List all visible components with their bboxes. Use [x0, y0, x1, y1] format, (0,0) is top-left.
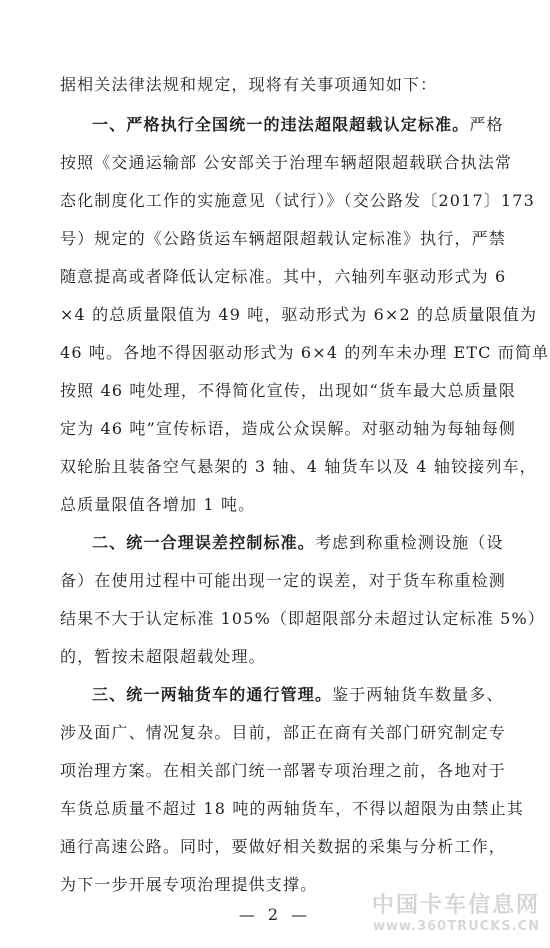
- section3-line: 车货总质量不超过 18 吨的两轴货车，不得以超限为由禁止其: [60, 799, 524, 818]
- section1-line: 随意提高或者降低认定标准。其中，六轴列车驱动形式为 6: [60, 267, 507, 286]
- section1-line: 按照《交通运输部 公安部关于治理车辆超限超载联合执法常: [60, 153, 513, 172]
- section1-heading: 一、严格执行全国统一的违法超限超载认定标准。: [92, 115, 470, 134]
- section3-line: 通行高速公路。同时，要做好相关数据的采集与分析工作，: [60, 837, 506, 856]
- section1-line: 双轮胎且装备空气悬架的 3 轴、4 轴货车以及 4 轴铰接列车，: [60, 457, 537, 476]
- watermark-name: 中国卡车信息网: [371, 893, 540, 918]
- intro-line: 据相关法律法规和规定，现将有关事项通知如下：: [60, 75, 438, 94]
- section2-line: 结果不大于认定标准 105%（即超限部分未超过认定标准 5%）: [60, 609, 545, 628]
- section1-text: 严格: [469, 115, 504, 134]
- section1-line: 定为 46 吨”宣传标语，造成公众误解。对驱动轴为每轴每侧: [60, 419, 517, 438]
- section1-line: 按照 46 吨处理，不得简化宣传，出现如“货车最大总质量限: [60, 381, 517, 400]
- section3-line: 为下一步开展专项治理提供支撑。: [60, 875, 318, 894]
- section1-line: 号）规定的《公路货运车辆超限超载认定标准》执行，严禁: [60, 229, 506, 248]
- section2-text: 考虑到称重检测设施（设: [314, 533, 504, 552]
- section1-first-line: [92, 115, 520, 135]
- section3-heading: 三、统一两轴货车的通行管理。: [92, 685, 333, 704]
- section1-line: 态化制度化工作的实施意见（试行）》（交公路发〔2017〕173: [60, 191, 535, 210]
- section3-first-line: [92, 685, 520, 705]
- page-number: — 2 —: [238, 905, 312, 924]
- section2-line: 备）在使用过程中可能出现一定的误差，对于货车称重检测: [60, 571, 506, 590]
- section3-line: 涉及面广、情况复杂。目前，部正在商有关部门研究制定专: [60, 723, 506, 742]
- watermark-url: www.360TRUCKS.CN: [372, 919, 540, 934]
- section2-first-line: [92, 533, 520, 553]
- section1-line: 46 吨。各地不得因驱动形式为 6×4 的列车未办理 ETC 而简单: [60, 343, 550, 362]
- watermark: [340, 893, 540, 935]
- section2-line: 的，暂按未超限超载处理。: [60, 647, 266, 666]
- section1-line: ×4 的总质量限值为 49 吨，驱动形式为 6×2 的总质量限值为: [60, 305, 538, 324]
- section2-heading: 二、统一合理误差控制标准。: [92, 533, 315, 552]
- section1-line: 总质量限值各增加 1 吨。: [60, 495, 256, 514]
- section3-line: 项治理方案。在相关部门统一部署专项治理之前，各地对于: [60, 761, 506, 780]
- section3-text: 鉴于两轴货车数量多、: [332, 685, 504, 704]
